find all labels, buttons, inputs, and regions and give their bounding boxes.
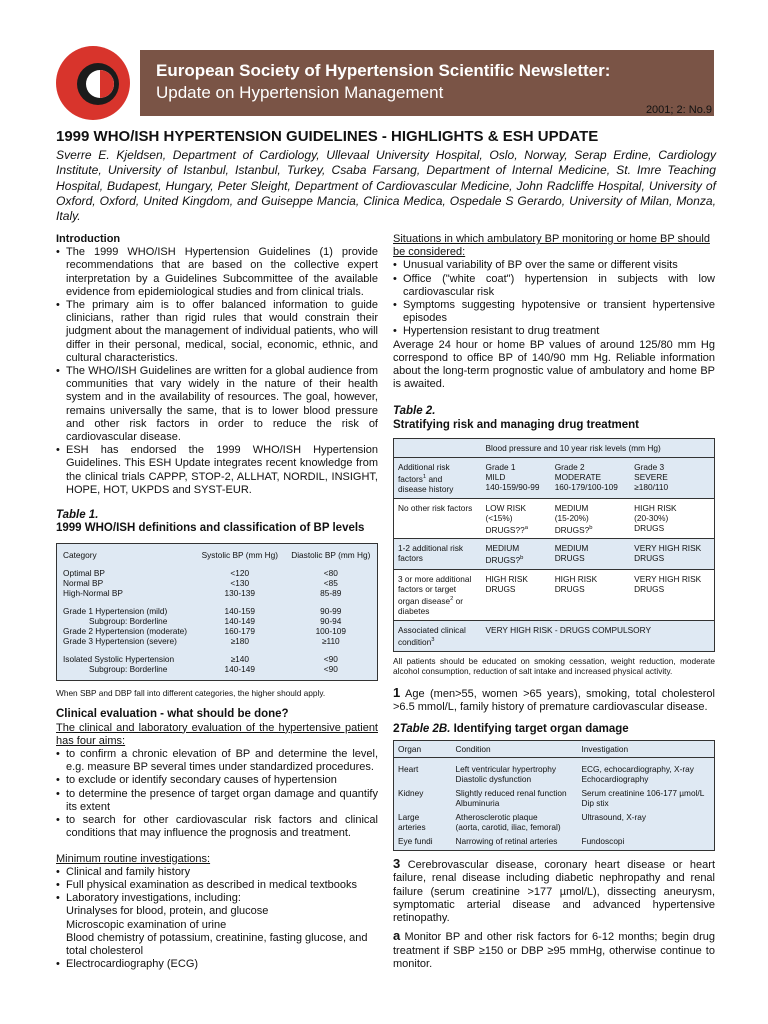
cell-line: VERY HIGH RISK xyxy=(634,574,702,585)
table-cell: 140-159 xyxy=(224,606,255,617)
cell-line: VERY HIGH RISK xyxy=(634,543,702,554)
header-line: Grade 3 xyxy=(634,461,665,472)
newsletter-subtitle: Update on Hypertension Management xyxy=(156,83,444,102)
footnote-marker: b xyxy=(520,555,524,562)
cell-line xyxy=(486,523,547,535)
footnote-marker: 2 xyxy=(393,721,400,736)
table-cell xyxy=(482,498,551,539)
table-row xyxy=(57,664,378,681)
cell-line: MEDIUM xyxy=(554,543,589,554)
table-header-row xyxy=(57,544,378,569)
cell-line: MEDIUM xyxy=(554,502,589,513)
list-item: • to confirm a chronic elevation of BP and determine the level, e.g. measure BP several times under standardized procedures. xyxy=(56,748,378,774)
table-row xyxy=(394,570,715,621)
table-row xyxy=(394,758,715,787)
table-cell: Fundoscopi xyxy=(581,836,625,847)
footnote-3 xyxy=(393,857,715,925)
list-item: • ESH has endorsed the 1999 WHO/ISH Hypertension Guidelines. This ESH Update integrates recent knowledge from the clinical trials CAPPP, STOP-2, ALLHAT, NORDIL, INSIGHT, HOPE, HOT, UKPDS and SYST-EUR. xyxy=(56,444,378,497)
table-cell: Kidney xyxy=(398,788,424,799)
table-cell: <80 xyxy=(323,568,338,579)
cell-line: DRUGS xyxy=(634,522,665,533)
table-cell xyxy=(630,570,714,621)
table-cell xyxy=(630,498,714,539)
cell-line: HIGH RISK xyxy=(634,502,677,513)
header-line: Additional risk xyxy=(398,461,450,472)
table-header-row xyxy=(394,741,715,758)
table-row xyxy=(57,588,378,598)
right-column xyxy=(393,233,715,971)
list-item: Blood chemistry of potassium, creatinine, fasting glucose, and total cholesterol xyxy=(66,931,368,957)
table-row xyxy=(394,498,715,539)
table2b-title: Identifying target organ damage xyxy=(450,723,629,736)
table-cell: Left ventricular hypertrophy Diastolic dysfunction xyxy=(455,764,557,785)
table-cell: ≥140 xyxy=(230,654,249,665)
list-item: • to search for other cardiovascular risk factors and clinical conditions that may influence the prognosis and treatment. xyxy=(56,814,378,840)
newsletter-title: European Society of Hypertension Scientific Newsletter: xyxy=(156,61,611,80)
cell-line: DRUGS xyxy=(485,584,516,595)
list-item: • Symptoms suggesting hypotensive or transient hypertensive episodes xyxy=(393,299,715,325)
table-cell: Slightly reduced renal function Albuminuria xyxy=(455,788,567,809)
header-text: factors xyxy=(398,473,423,484)
table1-label: Table 1. xyxy=(56,509,99,522)
table-header-cell xyxy=(630,457,714,498)
list-item: • Hypertension resistant to drug treatment xyxy=(393,325,715,338)
table-row xyxy=(57,654,378,664)
issue-number: 2001; 2: No.9 xyxy=(645,104,712,116)
min-investigations-heading: Minimum routine investigations: xyxy=(56,852,211,865)
table-row xyxy=(57,626,378,636)
table-cell: 130-139 xyxy=(224,588,255,599)
cell-line: DRUGS xyxy=(634,584,665,595)
table-cell: Eye fundi xyxy=(398,836,433,847)
table-header-cell: Category xyxy=(63,550,97,561)
table-cell: Normal BP xyxy=(63,578,104,589)
footnote-marker: b xyxy=(589,524,593,531)
clinical-aims-list xyxy=(56,748,378,840)
table-cell: Ultrasound, X-ray xyxy=(581,812,647,823)
list-item: • Unusual variability of BP over the same or different visits xyxy=(393,259,715,272)
header-line: SEVERE xyxy=(634,471,668,482)
table-row xyxy=(394,539,715,570)
cell-line: LOW RISK xyxy=(485,502,527,513)
lab-items xyxy=(56,905,378,958)
risk-stratification-table xyxy=(393,438,715,652)
table-cell: High-Normal BP xyxy=(63,588,123,599)
footnote-text: Age (men>55, women >65 years), smoking, total cholesterol >6.5 mmol/L, family history of premature cardiovascular disease. xyxy=(393,687,715,713)
header-line xyxy=(398,472,478,484)
table2-footnote: All patients should be educated on smoking cessation, weight reduction, moderate alcohol consumption, reduction of salt intake and increased physical activity. xyxy=(393,655,715,676)
bp-classification-table xyxy=(56,543,378,681)
cell-line: MEDIUM xyxy=(485,543,520,554)
cell-text: or diabetes xyxy=(398,595,464,616)
table-cell: VERY HIGH RISK - DRUGS COMPULSORY xyxy=(482,620,715,651)
table2-caption xyxy=(393,405,715,431)
table-cell: Isolated Systolic Hypertension xyxy=(63,654,175,665)
ambulatory-list xyxy=(393,259,715,338)
newsletter-banner xyxy=(140,50,714,116)
cell-line: DRUGS xyxy=(554,584,585,595)
table-header-cell: Organ xyxy=(394,741,452,758)
header-line: Grade 2 xyxy=(554,461,585,472)
footnote-text: Monitor BP and other risk factors for 6-12 months; begin drug treatment if SBP ≥150 or DBP ≥95 mmHg, otherwise continue to monitor. xyxy=(393,931,715,970)
footnote-marker: 3 xyxy=(393,856,401,872)
table-cell: Atherosclerotic plaque (aorta, carotid, iliac, femoral) xyxy=(455,812,561,833)
article-title: 1999 WHO/ISH HYPERTENSION GUIDELINES - HIGHLIGHTS & ESH UPDATE xyxy=(56,128,599,145)
table-cell: Optimal BP xyxy=(63,568,105,579)
left-column xyxy=(56,233,378,971)
ambulatory-paragraph: Average 24 hour or home BP values of around 125/80 mm Hg correspond to office BP of 140/90 mm Hg. Reliable information about the long-term prognostic value of ambulatory and home BP is awaited. xyxy=(393,338,715,391)
table-cell: 140-149 xyxy=(224,616,255,627)
min-investigations-list-end xyxy=(56,958,378,971)
cell-text: DRUGS? xyxy=(485,555,521,566)
table-header-cell xyxy=(394,457,482,498)
cell-text: Associated clinical condition xyxy=(398,624,466,647)
footnote-marker: a xyxy=(524,524,528,531)
table1-caption xyxy=(56,509,378,535)
list-item: Urinalyses for blood, protein, and glucose xyxy=(66,905,269,918)
cell-line: DRUGS xyxy=(634,553,665,564)
table-cell: <85 xyxy=(323,578,338,589)
table-header-cell: Blood pressure and 10 year risk levels (mm Hg) xyxy=(485,442,661,453)
table-cell xyxy=(551,498,630,539)
target-organ-table xyxy=(393,740,715,851)
table-header-row xyxy=(394,438,715,457)
table-cell: 90-94 xyxy=(320,616,342,627)
table-cell xyxy=(482,539,551,570)
table-cell: 90-99 xyxy=(320,606,342,617)
table-cell: Subgroup: Borderline xyxy=(89,616,168,627)
row-label xyxy=(394,570,482,621)
clinical-intro: The clinical and laboratory evaluation of the hypertensive patient has four aims: xyxy=(56,721,378,747)
table-cell: ECG, echocardiography, X-ray Echocardiography xyxy=(581,764,694,785)
list-item: • Office ("white coat") hypertension in subjects with low cardiovascular risk xyxy=(393,273,715,299)
table2-label: Table 2. xyxy=(393,405,436,418)
header-line: 140-159/90-99 xyxy=(485,481,540,492)
table-cell: 140-149 xyxy=(224,664,255,675)
table-cell: <90 xyxy=(323,664,338,675)
footnote-a xyxy=(393,929,715,971)
cell-line xyxy=(486,553,547,565)
table2-title: Stratifying risk and managing drug treatment xyxy=(393,418,640,431)
cell-line: (15-20%) xyxy=(554,512,589,523)
table-cell: Grade 3 Hypertension (severe) xyxy=(63,636,177,647)
intro-heading: Introduction xyxy=(56,233,121,245)
table-cell: Large arteries xyxy=(398,812,426,833)
row-label: 1-2 additional risk factors xyxy=(394,539,482,570)
table-header-cell xyxy=(551,457,630,498)
table-header-row xyxy=(394,457,715,498)
table-cell xyxy=(630,539,714,570)
table-cell: 100-109 xyxy=(315,626,347,637)
table-cell xyxy=(551,539,630,570)
table-header-cell xyxy=(482,457,551,498)
header-line: disease history xyxy=(398,483,454,494)
min-investigations-list xyxy=(56,866,378,906)
header-text: and xyxy=(426,473,443,484)
list-item: • to exclude or identify secondary causes of hypertension xyxy=(56,774,378,787)
header-line: 160-179/100-109 xyxy=(554,481,618,492)
table-header-cell: Condition xyxy=(452,741,578,758)
table-cell: Narrowing of retinal arteries xyxy=(455,836,558,847)
list-item: Microscopic examination of urine xyxy=(66,918,227,931)
cell-line xyxy=(555,523,626,535)
table2b-label: Table 2B. xyxy=(399,723,451,736)
table-row xyxy=(394,620,715,651)
header-line: MILD xyxy=(485,471,506,482)
table-row xyxy=(394,834,715,851)
list-item: • Laboratory investigations, including: xyxy=(56,892,378,905)
table-row xyxy=(57,578,378,588)
cell-line: HIGH RISK xyxy=(554,574,598,585)
esh-logo xyxy=(56,46,130,120)
table-cell: ≥180 xyxy=(230,636,249,647)
table-header-cell: Systolic BP (mm Hg) xyxy=(201,550,278,561)
list-item: • The WHO/ISH Guidelines are written for a global audience from communities that vary widely in the nature of their health system and in the availability of resources. The goal, however, remains universally the same, that is to lower blood pressure and other risk factors in order to reduce the risk of cardiovascular disease. xyxy=(56,365,378,444)
table-cell: <130 xyxy=(230,578,250,589)
footnote-marker: a xyxy=(393,928,401,944)
list-item: • to determine the presence of target organ damage and quantify its extent xyxy=(56,788,378,814)
cell-line: (<15%) xyxy=(485,512,513,523)
table-cell: Subgroup: Borderline xyxy=(89,664,168,675)
table-cell: <90 xyxy=(323,654,338,665)
list-item: • Electrocardiography (ECG) xyxy=(56,958,378,971)
table-cell: <120 xyxy=(230,568,250,579)
table-cell: 85-89 xyxy=(320,588,342,599)
cell-line: DRUGS xyxy=(554,553,585,564)
table1-footnote: When SBP and DBP fall into different categories, the higher should apply. xyxy=(56,688,326,699)
table-cell xyxy=(551,570,630,621)
table2b-caption xyxy=(393,722,715,736)
table-cell: Serum creatinine 106-177 µmol/L Dip stix xyxy=(581,788,705,809)
intro-list xyxy=(56,246,378,497)
table-row xyxy=(57,616,378,626)
cell-text: DRUGS?? xyxy=(485,524,525,535)
table-cell: Grade 2 Hypertension (moderate) xyxy=(63,626,188,637)
list-item: • Clinical and family history xyxy=(56,866,378,879)
ambulatory-heading: Situations in which ambulatory BP monitoring or home BP should be considered: xyxy=(393,233,710,259)
list-item: • The primary aim is to offer balanced information to guide clinicians, rather than rigid rules that would constrain their judgment about the management of individual patients, who will differ in their personal, medical, social, economic, ethnic, and cultural characteristics. xyxy=(56,299,378,365)
table-cell: Heart xyxy=(398,764,419,775)
table-cell: ≥110 xyxy=(321,636,340,647)
table-header-cell: Diastolic BP (mm Hg) xyxy=(291,550,371,561)
table-row xyxy=(394,786,715,810)
cell-line: (20-30%) xyxy=(634,512,669,523)
list-item: • Full physical examination as described in medical textbooks xyxy=(56,879,378,892)
table-cell: 160-179 xyxy=(224,626,255,637)
table-row xyxy=(394,810,715,834)
table-row xyxy=(57,568,378,578)
header-line: Grade 1 xyxy=(485,461,516,472)
row-label xyxy=(394,620,482,651)
footnote-marker: 2 xyxy=(450,596,454,603)
header-line: MODERATE xyxy=(554,471,602,482)
list-item: • The 1999 WHO/ISH Hypertension Guidelines (1) provide recommendations that are based on the collective expert interpretation by a Guidelines Subcommittee of the available evidence from epidemiological studies and from clinical trials. xyxy=(56,246,378,299)
footnote-text: Cerebrovascular disease, coronary heart disease or heart failure, renal disease including diabetic nephropathy and renal failure (serum creatinine >177 µmol/L), dissecting aneurysm, symptomatic arterial disease and advanced hypertensive retinopathy. xyxy=(393,859,715,925)
article-authors: Sverre E. Kjeldsen, Department of Cardiology, Ullevaal University Hospital, Oslo, Norway, Serap Erdine, Cardiology Institute, University of Istanbul, Istanbul, Turkey, Csaba Farsang, Department of Internal Medicine, St. Imre Teaching Hospital, Budapest, Hungary, Peter Sleight, Department of Cardiovascular Medicine, John Radcliffe Hospital, University of Oxford, Oxford, United Kingdom, and Guiseppe Mancia, Clinica Medica, Ospedale S Gerardo, University of Milan, Monza, Italy. xyxy=(56,148,716,224)
footnote-marker: 1 xyxy=(393,684,401,700)
cell-text: 3 or more additional factors or target organ disease xyxy=(398,574,472,606)
row-label: No other risk factors xyxy=(394,498,482,539)
table-cell xyxy=(482,570,551,621)
table-row xyxy=(57,636,378,646)
table1-title: 1999 WHO/ISH definitions and classification of BP levels xyxy=(56,522,365,535)
cell-line: HIGH RISK xyxy=(485,574,528,585)
footnote-marker: 1 xyxy=(422,473,427,480)
header-line: ≥180/110 xyxy=(634,481,669,492)
table-row xyxy=(57,606,378,616)
cell-text: DRUGS? xyxy=(554,524,590,535)
clinical-heading: Clinical evaluation - what should be done? xyxy=(56,708,289,721)
table-header-cell: Investigation xyxy=(578,741,715,758)
footnote-1 xyxy=(393,686,715,714)
table-cell: Grade 1 Hypertension (mild) xyxy=(63,606,168,617)
footnote-marker: 3 xyxy=(431,636,435,643)
